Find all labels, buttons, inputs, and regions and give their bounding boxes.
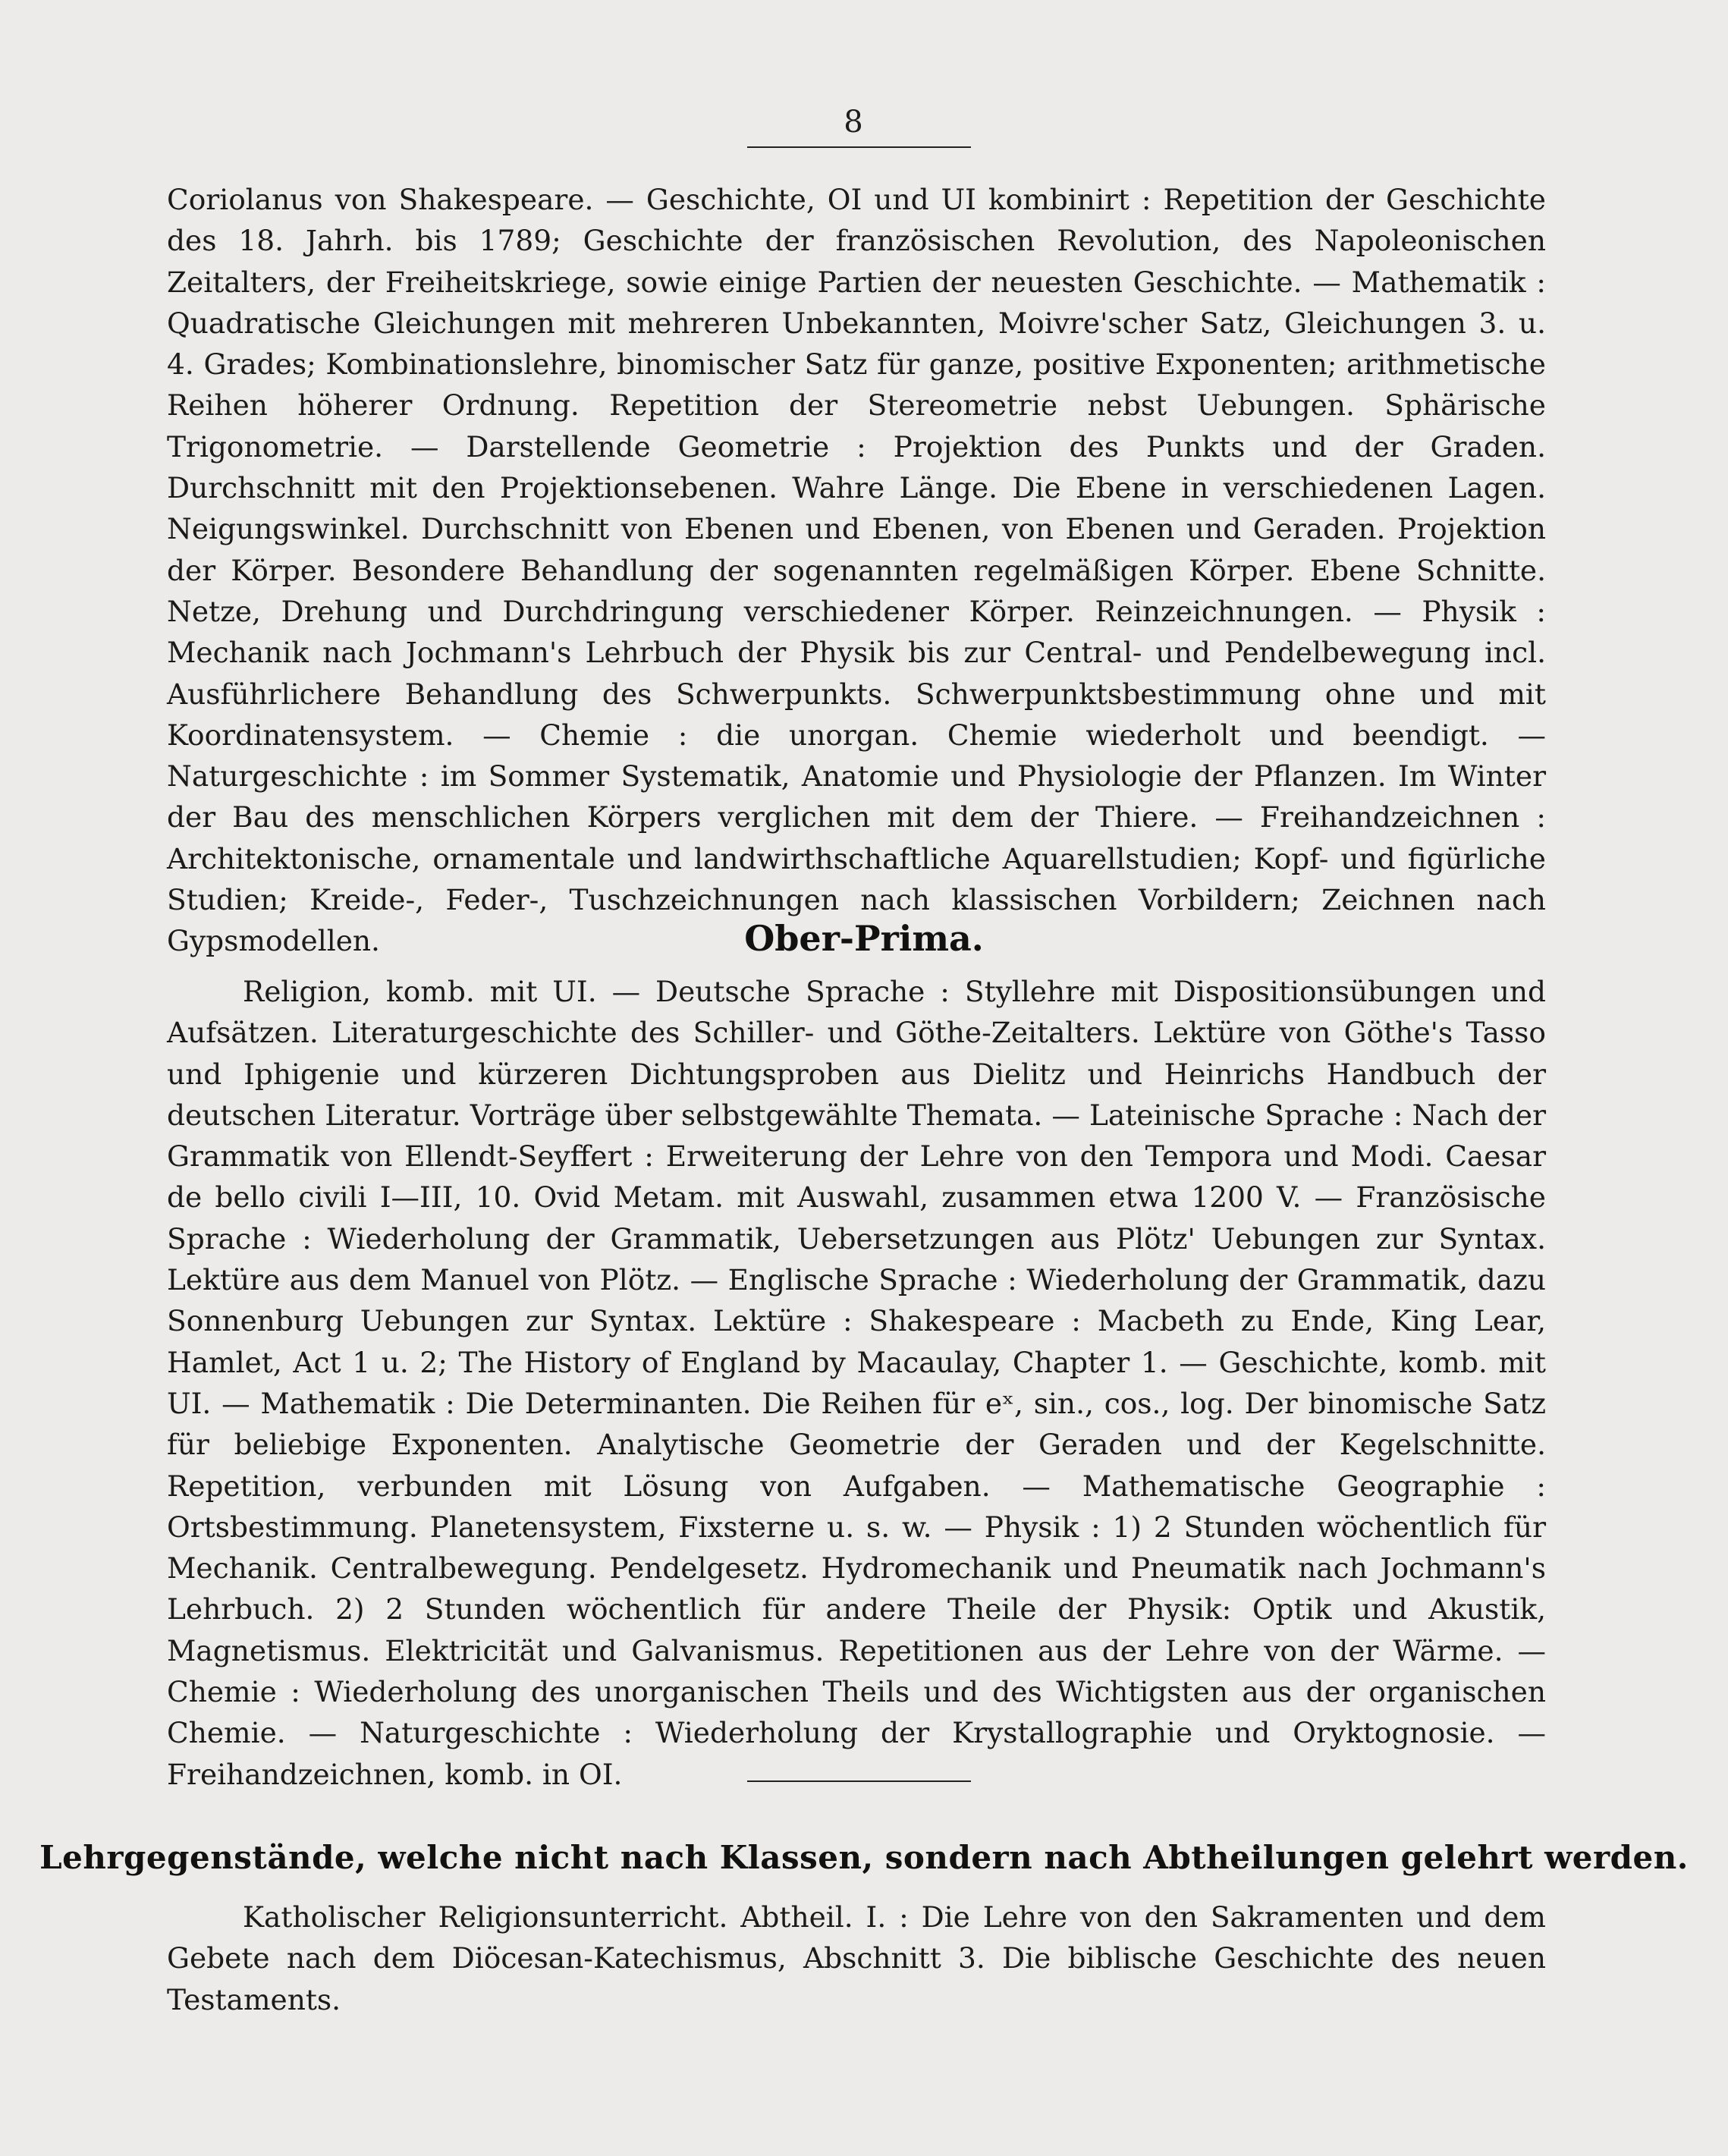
ober-prima-paragraph: Religion, komb. mit UI. — Deutsche Sprache : Styllehre mit Dispositionsübungen und Aufsätzen. Literaturgeschichte des Schiller- und Göthe-Zeitalters. Lektüre von Göthe's Tasso und Iphigenie und kürzeren Dichtungsproben aus Dielitz und Heinrichs Handbuch der deutschen Literatur. Vorträge über selbstgewählte Themata. — Lateinische Sprache : Nach der Grammatik von Ellendt-Seyffert : Erweiterung der Lehre von den Tempora und Modi. Caesar de bello civili I—III, 10. Ovid Metam. mit Auswahl, zusammen etwa 1200 V. — Französische Sprache : Wiederholung der Grammatik, Uebersetzungen aus Plötz' Uebungen zur Syntax. Lektüre aus dem Manuel von Plötz. — Englische Sprache : Wiederholung der Grammatik, dazu Sonnenburg Uebungen zur Syntax. Lektüre : Shakespeare : Macbeth zu Ende, King Lear, Hamlet, Act 1 u. 2; The History of England by Macaulay, Chapter 1. — Geschichte, komb. mit UI. — Mathematik : Die Determinanten. Die Reihen für eˣ, sin., cos., log. Der binomische Satz für beliebige Exponenten. Analytische Geometrie der Geraden und der Kegelschnitte. Repetition, verbunden mit Lösung von Aufgaben. — Mathematische Geographie : Ortsbestimmung. Planetensystem, Fixsterne u. s. w. — Physik : 1) 2 Stunden wöchentlich für Mechanik. Centralbewegung. Pendelgesetz. Hydromechanik und Pneumatik nach Jochmann's Lehrbuch. 2) 2 Stunden wöchentlich für andere Theile der Physik: Optik und Akustik, Magnetismus. Elektricität und Galvanismus. Repetitionen aus der Lehre von der Wärme. — Chemie : Wiederholung des unorganischen Theils und des Wichtigsten aus der organischen Chemie. — Naturgeschichte : Wiederholung der Krystallographie und Oryktognosie. — Freihandzeichnen, komb. in OI. xyxy=(167,975,1546,1791)
abtheilungen-heading: Lehrgegenstände, welche nicht nach Klassen, sondern nach Abtheilungen gelehrt werden. xyxy=(39,1839,1689,1876)
section-divider xyxy=(747,1780,971,1782)
ober-prima-heading: Ober-Prima. xyxy=(744,918,984,959)
top-divider xyxy=(747,146,971,148)
continued-paragraph: Coriolanus von Shakespeare. — Geschichte, OI und UI kombinirt : Repetition der Geschichte des 18. Jahrh. bis 1789; Geschichte der französischen Revolution, des Napoleonischen Zeitalters, der Freiheitskriege, sowie einige Partien der neuesten Geschichte. — Mathematik : Quadratische Gleichungen mit mehreren Unbekannten, Moivre'scher Satz, Gleichungen 3. u. 4. Grades; Kombinationslehre, binomischer Satz für ganze, positive Exponenten; arithmetische Reihen höherer Ordnung. Repetition der Stereometrie nebst Uebungen. Sphärische Trigonometrie. — Darstellende Geometrie : Projektion des Punkts und der Graden. Durchschnitt mit den Projektionsebenen. Wahre Länge. Die Ebene in verschiedenen Lagen. Neigungswinkel. Durchschnitt von Ebenen und Ebenen, von Ebenen und Geraden. Projektion der Körper. Besondere Behandlung der sogenannten regelmäßigen Körper. Ebene Schnitte. Netze, Drehung und Durchdringung verschiedener Körper. Reinzeichnungen. — Physik : Mechanik nach Jochmann's Lehrbuch der Physik bis zur Central- und Pendelbewegung incl. Ausführlichere Behandlung des Schwerpunkts. Schwerpunktsbestimmung ohne und mit Koordinatensystem. — Chemie : die unorgan. Chemie wiederholt und beendigt. — Naturgeschichte : im Sommer Systematik, Anatomie und Physiologie der Pflanzen. Im Winter der Bau des menschlichen Körpers verglichen mit dem der Thiere. — Freihandzeichnen : Architektonische, ornamentale und landwirthschaftliche Aquarellstudien; Kopf- und figürliche Studien; Kreide-, Feder-, Tuschzeichnungen nach klassischen Vorbildern; Zeichnen nach Gypsmodellen. xyxy=(167,183,1546,958)
katholisch-paragraph: Katholischer Religionsunterricht. Abtheil. I. : Die Lehre von den Sakramenten und dem Gebete nach dem Diöcesan-Katechismus, Abschnitt 3. Die biblische Geschichte des neuen Testaments. xyxy=(167,1900,1546,2016)
page-number: 8 xyxy=(844,105,863,140)
